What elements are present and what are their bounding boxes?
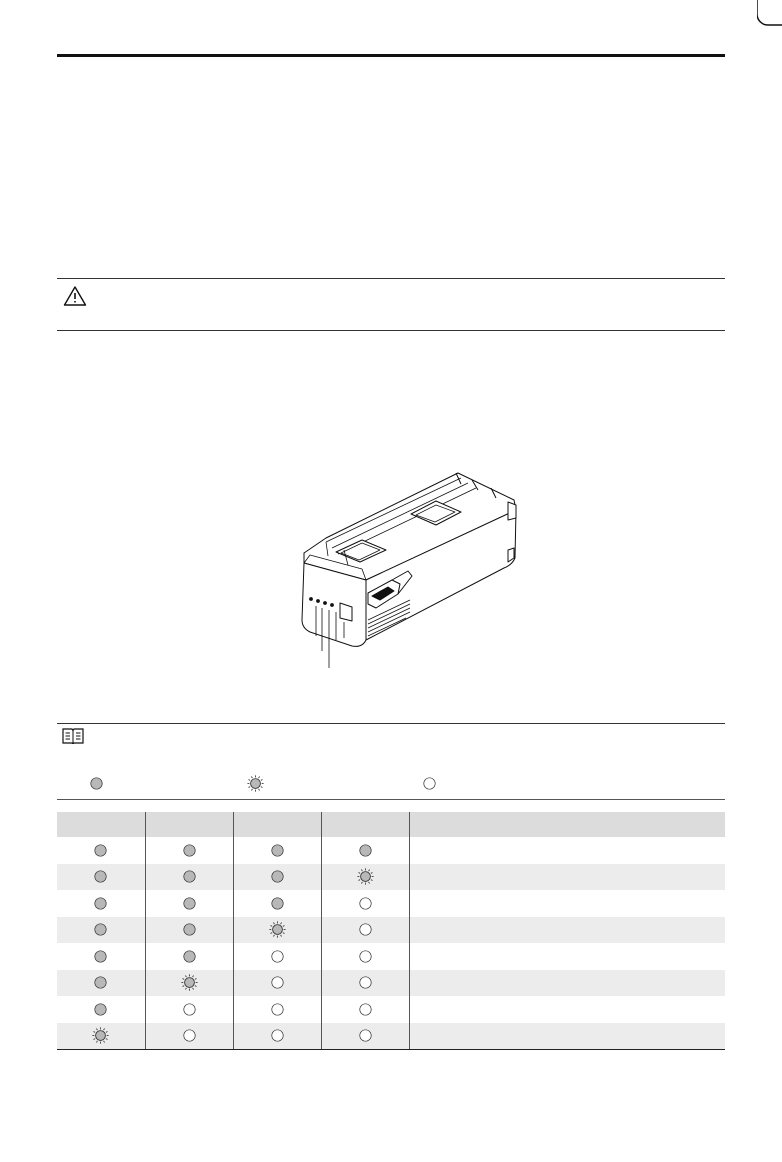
led-on-icon: [94, 897, 107, 910]
led-on-icon: [359, 844, 372, 857]
led4-cell: [321, 837, 409, 864]
header-led3: [233, 812, 321, 837]
led-on-icon: [271, 897, 284, 910]
led-on-icon: [271, 844, 284, 857]
led4-cell: [321, 970, 409, 997]
note-rule-top: [57, 723, 725, 724]
led2-cell: [145, 943, 233, 970]
led4-cell: [321, 864, 409, 891]
led1-cell: [57, 970, 145, 997]
led-off-icon: [359, 950, 372, 963]
led4-cell: [321, 943, 409, 970]
led-on-icon: [183, 844, 196, 857]
led-off-icon: [359, 1003, 372, 1016]
led2-cell: [145, 890, 233, 917]
led2-cell: [145, 1023, 233, 1050]
led3-cell: [233, 970, 321, 997]
led3-cell: [233, 996, 321, 1023]
led-on-icon: [271, 870, 284, 883]
table-row: [57, 837, 725, 864]
warning-icon: [63, 285, 87, 307]
led-on-icon: [94, 870, 107, 883]
warning-rule-bottom: [57, 330, 725, 331]
battery-level-cell: [409, 917, 725, 944]
led-blink-icon: [181, 974, 198, 991]
led-off-icon: [271, 976, 284, 989]
battery-level-cell: [409, 890, 725, 917]
led1-cell: [57, 1023, 145, 1050]
led-off-icon: [271, 1029, 284, 1042]
led-on-icon: [183, 897, 196, 910]
led2-cell: [145, 837, 233, 864]
legend-item-blink: [247, 775, 270, 793]
header-led1: [57, 812, 145, 837]
led-off-icon: [271, 950, 284, 963]
table-row: [57, 864, 725, 891]
table-row: [57, 917, 725, 944]
led2-cell: [145, 996, 233, 1023]
battery-level-cell: [409, 837, 725, 864]
legend-item-on: [90, 775, 109, 793]
table-row: [57, 943, 725, 970]
led3-cell: [233, 943, 321, 970]
led-blink-icon: [357, 868, 374, 885]
led2-cell: [145, 864, 233, 891]
led-off-icon: [359, 976, 372, 989]
led-blink-icon: [92, 1027, 109, 1044]
led1-cell: [57, 864, 145, 891]
battery-illustration: [296, 470, 522, 680]
header-led4: [321, 812, 409, 837]
led4-cell: [321, 917, 409, 944]
led-legend: [57, 774, 725, 794]
led-on-icon: [94, 923, 107, 936]
table-row: [57, 1023, 725, 1050]
legend-item-off: [423, 775, 442, 793]
battery-level-cell: [409, 864, 725, 891]
battery-level-cell: [409, 1023, 725, 1050]
led-on-icon: [183, 923, 196, 936]
led-on-icon: [183, 950, 196, 963]
table-row: [57, 996, 725, 1023]
warning-rule-top: [57, 278, 725, 279]
led-off-icon: [183, 1029, 196, 1042]
header-battery-level: [409, 812, 725, 837]
led-off-icon: [271, 1003, 284, 1016]
led3-cell: [233, 917, 321, 944]
led-blink-icon: [269, 921, 286, 938]
battery-level-table: [57, 812, 725, 1050]
book-note-icon: [62, 728, 84, 744]
led1-cell: [57, 996, 145, 1023]
led-on-icon: [94, 976, 107, 989]
led-off-icon: [359, 1029, 372, 1042]
battery-level-cell: [409, 970, 725, 997]
led4-cell: [321, 890, 409, 917]
led3-cell: [233, 1023, 321, 1050]
led-on-icon: [94, 950, 107, 963]
led1-cell: [57, 837, 145, 864]
battery-level-cell: [409, 996, 725, 1023]
led1-cell: [57, 943, 145, 970]
page-cut-mark: [757, 0, 782, 30]
led4-cell: [321, 1023, 409, 1050]
led4-cell: [321, 996, 409, 1023]
table-header-row: [57, 812, 725, 837]
battery-level-cell: [409, 943, 725, 970]
header-led2: [145, 812, 233, 837]
legend-led-off-icon: [423, 777, 436, 790]
led3-cell: [233, 864, 321, 891]
legend-led-blink-icon: [247, 775, 264, 792]
led3-cell: [233, 837, 321, 864]
header-rule: [57, 54, 725, 57]
led-off-icon: [359, 923, 372, 936]
led-off-icon: [359, 897, 372, 910]
led1-cell: [57, 917, 145, 944]
table-row: [57, 970, 725, 997]
led2-cell: [145, 970, 233, 997]
led-on-icon: [94, 1003, 107, 1016]
led1-cell: [57, 890, 145, 917]
led-on-icon: [183, 870, 196, 883]
led2-cell: [145, 917, 233, 944]
led-on-icon: [94, 844, 107, 857]
led3-cell: [233, 890, 321, 917]
led-off-icon: [183, 1003, 196, 1016]
legend-rule: [57, 799, 725, 800]
legend-led-on-icon: [90, 777, 103, 790]
table-row: [57, 890, 725, 917]
